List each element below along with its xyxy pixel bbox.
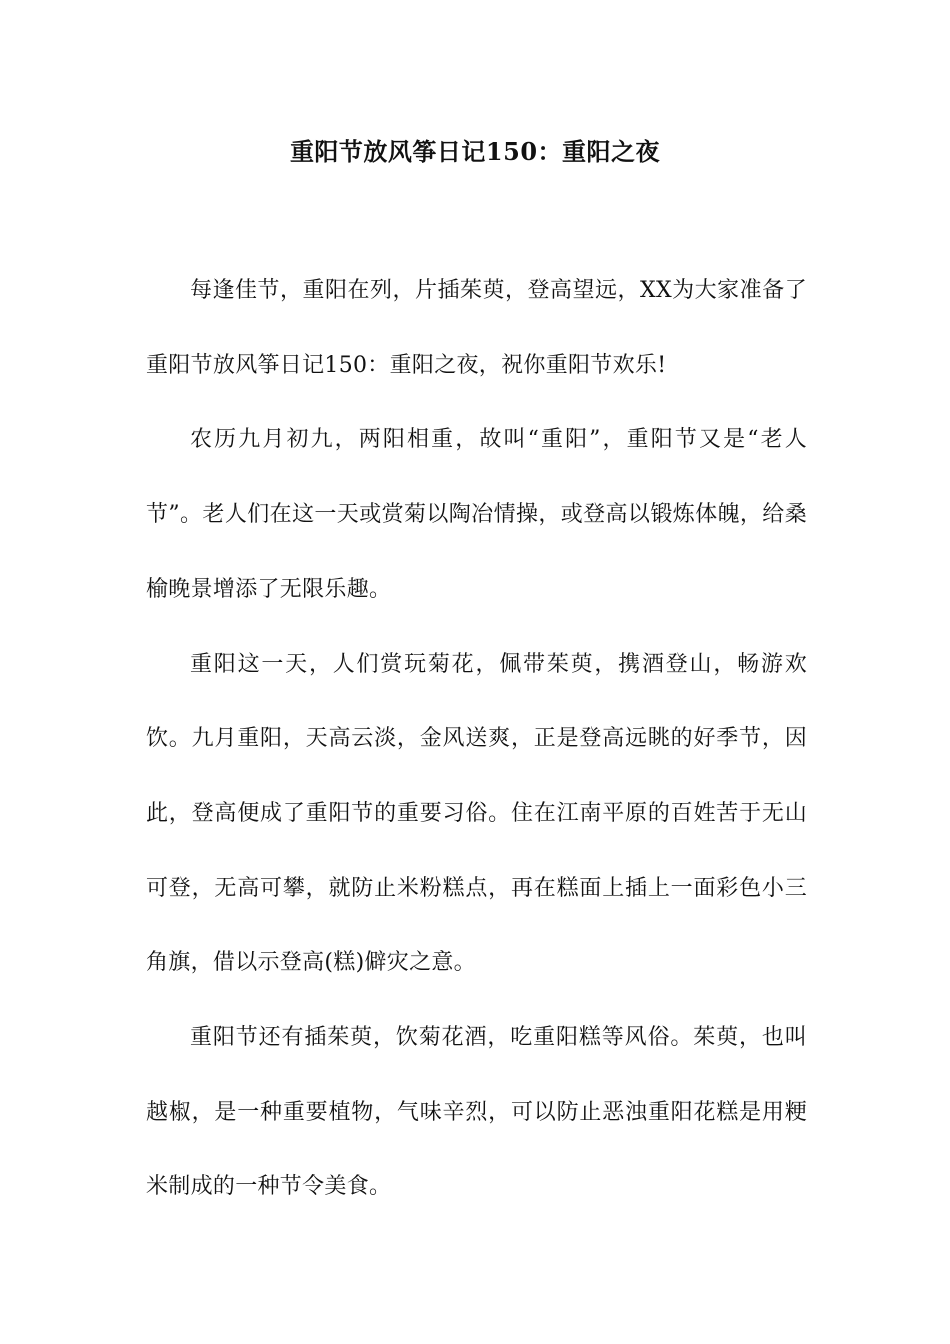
paragraph-1: 每逢佳节，重阳在列，片插茱萸，登高望远，XX为大家准备了重阳节放风筝日记150：重阳之夜，祝你重阳节欢乐! <box>146 278 807 378</box>
paragraph-3: 重阳这一天，人们赏玩菊花，佩带茱萸，携酒登山，畅游欢饮。九月重阳，天高云淡，金风送爽，正是登高远眺的好季节，因此，登高便成了重阳节的重要习俗。住在江南平原的百姓苦于无山可登，无高可攀，就防止米粉糕点，再在糕面上插上一面彩色小三角旗，借以示登高(糕)僻灾之意。 <box>146 651 807 976</box>
document-title: 重阳节放风筝日记150：重阳之夜 <box>289 137 661 166</box>
document-body <box>146 254 807 1225</box>
paragraph-4: 重阳节还有插茱萸，饮菊花酒，吃重阳糕等风俗。茱萸，也叫越椒，是一种重要植物，气味辛烈，可以防止恶浊重阳花糕是用粳米制成的一种节令美食。 <box>146 1025 807 1200</box>
paragraph-2: 农历九月初九，两阳相重，故叫“重阳”，重阳节又是“老人节”。老人们在这一天或赏菊以陶冶情操，或登高以锻炼体魄，给桑榆晚景增添了无限乐趣。 <box>146 427 807 602</box>
